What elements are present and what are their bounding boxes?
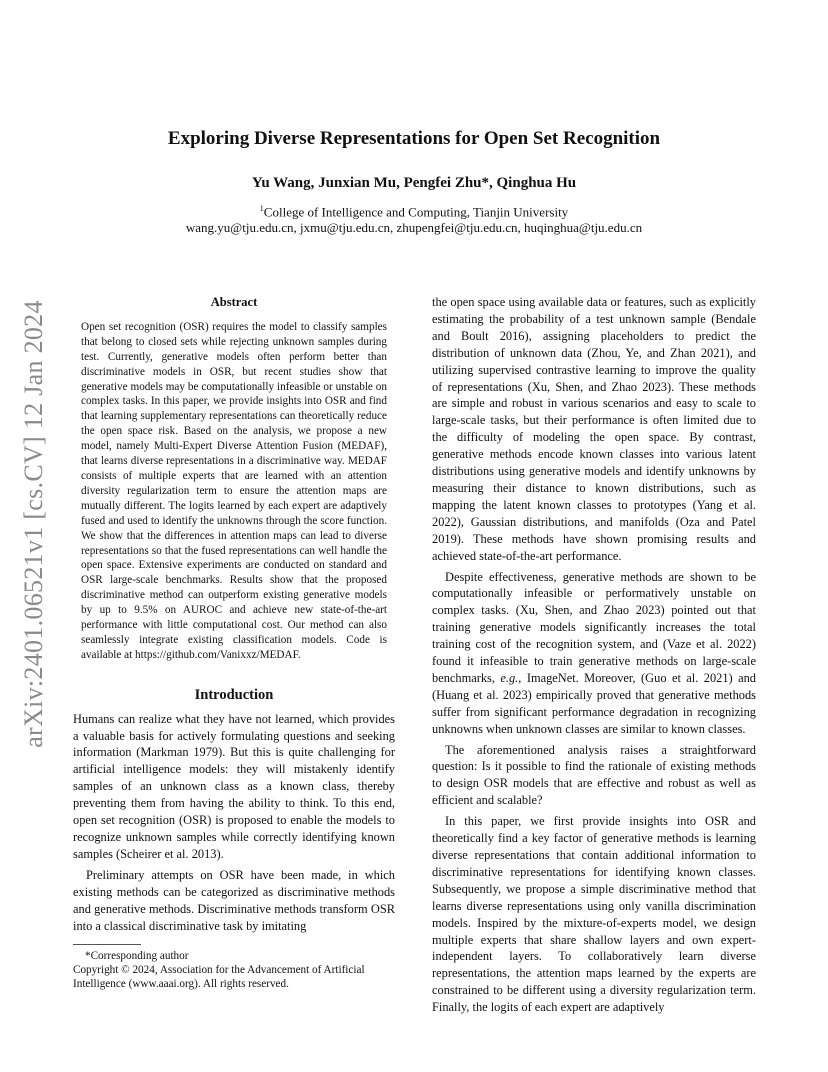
body-paragraph-3: The aforementioned analysis raises a straightforward question: Is it possible to find the rationale of existing methods to design OSR models that are effective and robust as well as efficient and scalable? [432,742,756,808]
arxiv-identifier-stamp [14,290,54,758]
intro-paragraph-2: Preliminary attempts on OSR have been made, in which existing methods can be categorized as discriminative methods and generative methods. Discriminative methods transform OSR into a classical discriminative task by imitating [73,867,395,933]
paper-title: Exploring Diverse Representations for Open Set Recognition [167,128,661,149]
author-list: Yu Wang, Junxian Mu, Pengfei Zhu*, Qinghua Hu [251,175,577,191]
left-column [73,294,395,991]
right-column [432,294,756,1020]
footnote-corresponding: *Corresponding author [85,950,189,963]
affiliation-block [0,201,828,236]
introduction-heading: Introduction [194,686,274,703]
intro-paragraph-1: Humans can realize what they have not learned, which provides a valuable basis for actively formulating questions and seeking information (Markman 1979). But this is quite challenging for artificial intelligence models: they will mistakenly identify samples of an unknown class as a known class, thereby preventing them from having the ability to think. To this end, open set recognition (OSR) is proposed to enable the models to recognize unknown samples while correctly identifying known samples (Scheirer et al. 2013). [73,711,395,861]
abstract-heading: Abstract [210,295,258,309]
body-paragraph-2-part-a: Despite effectiveness, generative methods are shown to be computationally infeasible or performatively unstable on complex tasks. (Xu, Shen, and Zhao 2023) pointed out that training generative models significantly increases the total training cost of the recognition system, and (Vaze et al. 2022) found it infeasible to train generative methods on large-scale benchmarks, [432,569,756,685]
body-paragraph-4: In this paper, we first provide insights into OSR and theoretically find a key factor of generative methods is learning diverse representations that contain additional information to discriminative representations for identifying known classes. Subsequently, we propose a simple discriminative method that learns diverse representations using only vanilla discrimination models. Inspired by the mixture-of-experts model, we design multiple experts that share shallow layers and own expert-independent layers. To collaboratively learn diverse representations, the attention maps learned by the experts are constrained to be different using a diversity regularization term. Finally, the logits of each expert are adaptively [432,814,756,1015]
body-paragraph-1: the open space using available data or features, such as explicitly estimating the probability of a test unknown sample (Bendale and Boult 2016), assigning placeholders to predict the distribution of unknown data (Zhou, Ye, and Zhan 2021), and utilizing supervised contrastive learning to improve the quality of representations (Xu, Shen, and Zhao 2023). These methods are simple and robust in various scenarios and easy to scale to large-scale tasks, but their performance is often limited due to the difficulty of modeling the open space. By contrast, generative methods encode known classes into various latent distributions using generative models and identify unknowns by measuring their distance to known distributions, such as mapping the latent known classes to prototypes (Yang et al. 2022), Gaussian distributions, and manifolds (Oza and Patel 2019). These methods have shown promising results and achieved state-of-the-art performance. [432,295,756,563]
footnote-block [73,949,395,991]
footnote-copyright: Copyright © 2024, Association for the Advancement of Artificial Intelligence (www.aaai.org). All rights reserved. [73,964,365,991]
body-paragraph-2 [432,569,756,738]
body-paragraph-2-eg: e.g., [500,670,522,685]
abstract-text: Open set recognition (OSR) requires the model to classify samples that belong to closed sets while rejecting unknown samples during test. Currently, generative models often perform better than discriminative models in OSR, but recent studies show that generative models may be computationally infeasible or unstable on complex tasks. In this paper, we provide insights into OSR and find that learning supplementary representations can theoretically reduce the open space risk. Based on the analysis, we propose a new model, namely Multi-Expert Diverse Attention Fusion (MEDAF), that learns diverse representations in a discriminative way. MEDAF consists of multiple experts that are learned with an attention diversity regularization term to ensure the attention maps are mutually different. The logits learned by each expert are adaptively fused and used to identify the unknowns through the score function. We show that the differences in attention maps can lead to diverse representations so that the fused representations can well handle the open space. Extensive experiments are conducted on standard and OSR large-scale benchmarks. Results show that the proposed discriminative method can outperform existing generative models by up to 9.5% on AUROC and achieve new state-of-the-art performance with little computational cost. Our method can also seamlessly integrate existing classification models. Code is available at https://github.com/Vanixxz/MEDAF. [81,320,387,661]
body-paragraph-2-part-b: ImageNet. Moreover, (Guo et al. 2021) and (Huang et al. 2023) empirically proved that generative methods suffer from significant performance degradation in recognizing unknowns when unknown classes are similar to known classes. [432,670,756,736]
footnote-rule [73,944,141,945]
affiliation: College of Intelligence and Computing, Tianjin University [263,204,569,220]
affiliation-mark: 1 [259,204,264,213]
arxiv-identifier: arXiv:2401.06521v1 [cs.CV] 12 Jan 2024 [19,300,48,748]
author-emails: wang.yu@tju.edu.cn, jxmu@tju.edu.cn, zhupengfei@tju.edu.cn, huqinghua@tju.edu.cn [185,220,643,236]
